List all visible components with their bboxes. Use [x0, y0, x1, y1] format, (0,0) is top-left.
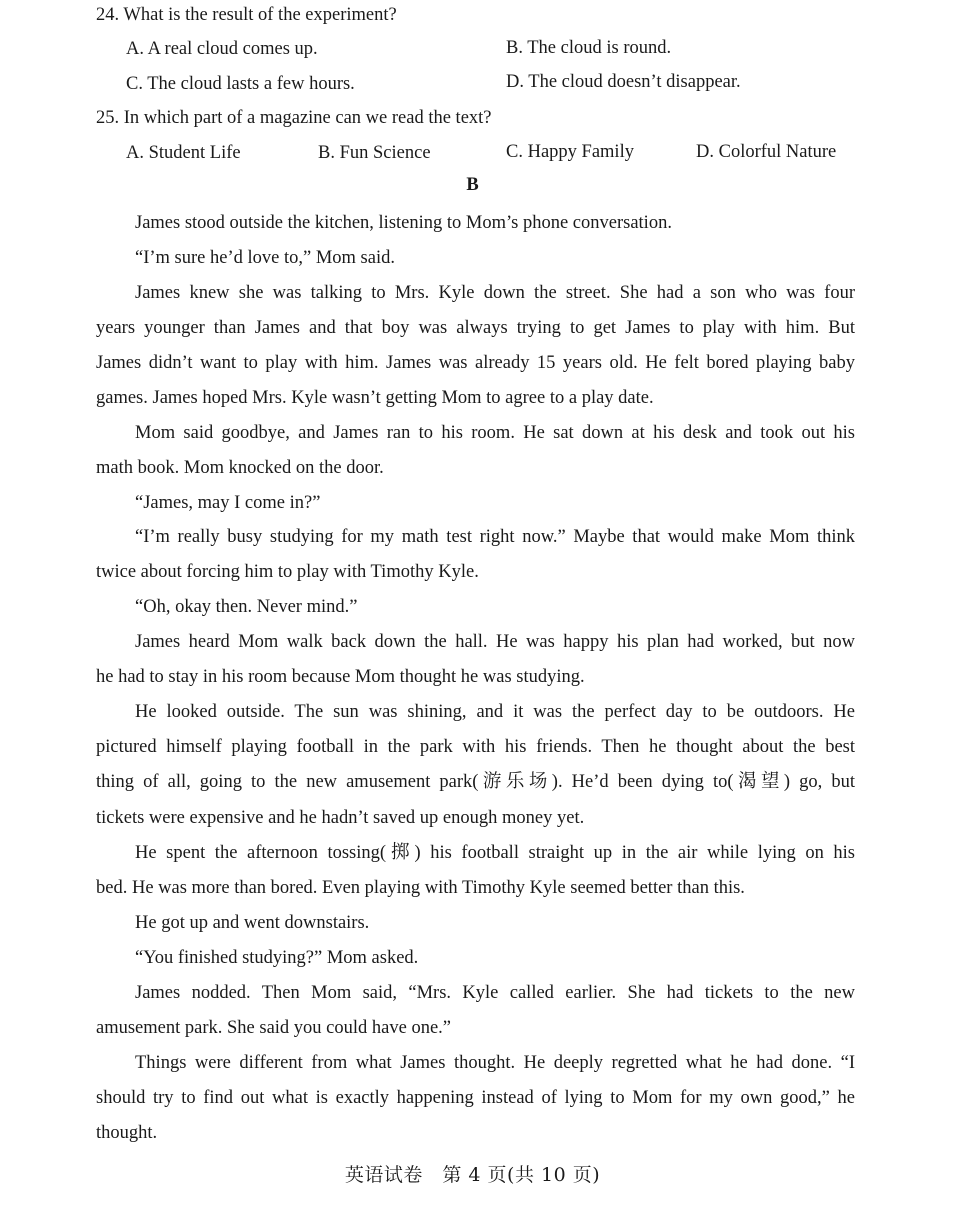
- passage-line: Mom said goodbye, and James ran to his room. He sat down at his desk and took out his: [135, 423, 855, 443]
- section-heading: B: [466, 175, 479, 195]
- passage-line: “Oh, okay then. Never mind.”: [135, 597, 358, 617]
- question-25-option-c: C. Happy Family: [506, 142, 634, 162]
- passage-line: years younger than James and that boy was always trying to get James to play with him. But: [96, 318, 855, 338]
- page-footer: 英语试卷 第 4 页(共 10 页): [344, 1164, 601, 1186]
- passage-line: amusement park. She said you could have one.”: [96, 1018, 451, 1038]
- passage-line: pictured himself playing football in the park with his friends. Then he thought about the best: [96, 737, 855, 757]
- passage-line: “You finished studying?” Mom asked.: [135, 948, 419, 968]
- passage-line: he had to stay in his room because Mom thought he was studying.: [96, 667, 585, 687]
- passage-line: James stood outside the kitchen, listening to Mom’s phone conversation.: [135, 213, 672, 233]
- passage-line: James knew she was talking to Mrs. Kyle down the street. She had a son who was four: [135, 283, 855, 303]
- passage-line: math book. Mom knocked on the door.: [96, 458, 384, 478]
- question-24-option-b: B. The cloud is round.: [506, 38, 672, 58]
- question-24-option-c: C. The cloud lasts a few hours.: [126, 74, 355, 94]
- passage-line: twice about forcing him to play with Timothy Kyle.: [96, 562, 479, 582]
- passage-line: thought.: [96, 1123, 158, 1143]
- passage-line: tickets were expensive and he hadn’t saved up enough money yet.: [96, 808, 585, 828]
- passage-line: bed. He was more than bored. Even playing with Timothy Kyle seemed better than this.: [96, 878, 745, 898]
- passage-line: “I’m sure he’d love to,” Mom said.: [135, 248, 395, 268]
- passage-line: He looked outside. The sun was shining, and it was the perfect day to be outdoors. He: [135, 702, 855, 722]
- passage-line: He got up and went downstairs.: [135, 913, 370, 933]
- passage-line: James heard Mom walk back down the hall. He was happy his plan had worked, but now: [135, 632, 855, 652]
- passage-line: “James, may I come in?”: [135, 493, 321, 513]
- question-25-stem: 25. In which part of a magazine can we read the text?: [96, 108, 492, 128]
- passage-line: “I’m really busy studying for my math test right now.” Maybe that would make Mom think: [135, 527, 855, 547]
- passage-line: games. James hoped Mrs. Kyle wasn’t getting Mom to agree to a play date.: [96, 388, 654, 408]
- question-24-option-a: A. A real cloud comes up.: [126, 39, 318, 59]
- question-24-stem: 24. What is the result of the experiment?: [96, 5, 397, 25]
- passage-line: James didn’t want to play with him. James was already 15 years old. He felt bored playing baby: [96, 353, 855, 373]
- question-25-option-d: D. Colorful Nature: [696, 142, 837, 162]
- question-25-option-b: B. Fun Science: [318, 143, 431, 163]
- question-25-option-a: A. Student Life: [126, 143, 241, 163]
- passage-line: Things were different from what James thought. He deeply regretted what he had done. “I: [135, 1053, 855, 1073]
- passage-line: should try to find out what is exactly happening instead of lying to Mom for my own good,” he: [96, 1088, 855, 1108]
- question-24-option-d: D. The cloud doesn’t disappear.: [506, 72, 741, 92]
- passage-line: thing of all, going to the new amusement park(游乐场). He’d been dying to(渴望) go, but: [96, 772, 855, 792]
- passage-line: He spent the afternoon tossing(掷) his football straight up in the air while lying on his: [135, 843, 855, 863]
- passage-line: James nodded. Then Mom said, “Mrs. Kyle called earlier. She had tickets to the new: [135, 983, 855, 1003]
